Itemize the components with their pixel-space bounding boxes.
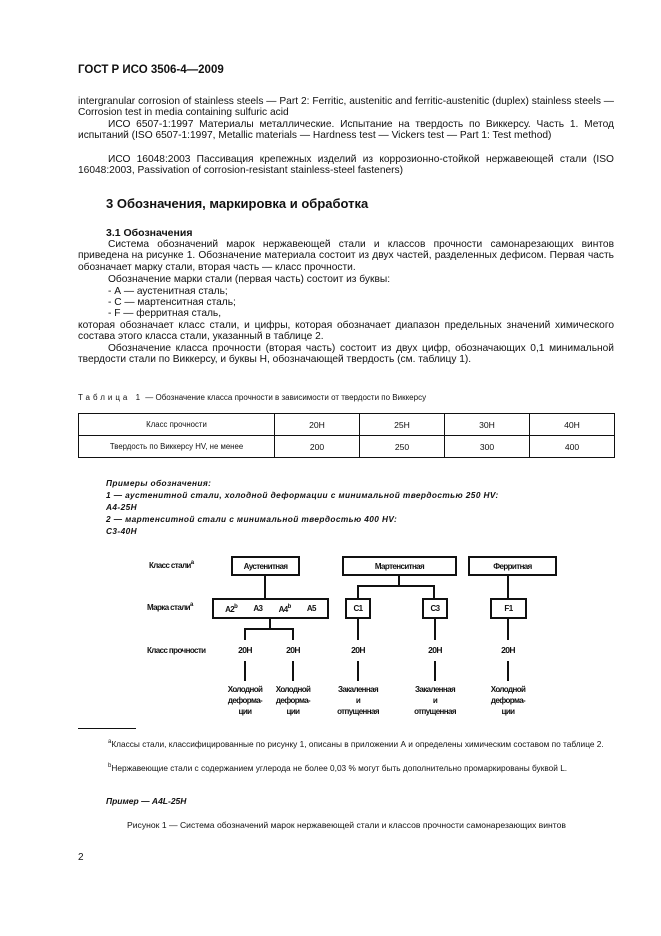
footnote-b: $^b$Нержавеющие стали с содержанием углерода не более 0,03 % могут быть дополнительно промаркированы буквой L.	[108, 763, 568, 773]
table-cell: 400	[530, 436, 615, 458]
list-item: - А — аустенитная сталь;	[108, 286, 228, 297]
section-title: 3 Обозначения, маркировка и обработка	[106, 196, 369, 211]
section-paragraph-1: Система обозначений марок нержавеющей стали и классов прочности самонарезающих винтов приведена на рисунке 1. Обозначение материала состоит из двух частей, разделенных дефисом. Первая часть обозначает марку стали, вторая часть — класс прочности.	[78, 239, 614, 273]
row-label-strength-class: Класс прочности	[147, 646, 206, 655]
treatment-label: Закаленная и отпущенная	[337, 685, 379, 716]
connector-line	[357, 585, 435, 587]
section-paragraph-3: которая обозначает класс стали, и цифры, которая обозначает диапазон предельных значений химического состава этого класса стали, указанный в таблице 2.	[78, 320, 614, 343]
connector-line	[264, 576, 266, 598]
connector-line	[292, 661, 294, 681]
row-label-steel-class: Класс стали$^a$	[149, 560, 194, 570]
connector-line	[357, 585, 359, 598]
treatment-label: Холодной деформа- ции	[275, 685, 311, 716]
connector-line	[292, 628, 294, 640]
table-cell: 300	[445, 436, 530, 458]
example-2: 2 — мартенситной стали с минимальной твердостью 400 HV:	[106, 514, 398, 524]
strength-label: 20H	[286, 645, 300, 655]
figure-example: Пример — А4L-25Н	[106, 796, 187, 806]
connector-line	[433, 585, 435, 598]
footnote-separator	[78, 728, 136, 729]
connector-line	[507, 576, 509, 598]
connector-line	[357, 619, 359, 640]
table-cell: Класс прочности	[79, 414, 275, 436]
treatment-label: Закаленная и отпущенная	[414, 685, 456, 716]
intro-paragraph-1: intergranular corrosion of stainless steels — Part 2: Ferritic, austenitic and ferritic-austenitic (duplex) stainless steels — Corrosion test in media containing sulfuric acid	[78, 96, 614, 119]
section-paragraph-2: Обозначение марки стали (первая часть) состоит из буквы:	[108, 274, 391, 285]
table-cell: 250	[360, 436, 445, 458]
strength-label: 20H	[351, 645, 365, 655]
grade-a4: A4$^b$	[278, 603, 291, 614]
table-cell: 200	[275, 436, 360, 458]
grade-a3: A3	[253, 604, 263, 613]
examples-title: Примеры обозначения:	[106, 478, 212, 488]
box-grade-c3: C3	[422, 598, 448, 619]
connector-line	[244, 628, 246, 640]
subsection-title: 3.1 Обозначения	[106, 227, 193, 239]
connector-line	[434, 619, 436, 640]
table-cell: 30H	[445, 414, 530, 436]
section-paragraph-4: Обозначение класса прочности (вторая часть) состоит из двух цифр, обозначающих 0,1 минимальной твердости стали по Виккерсу, и буквы Н, обозначающей твердость (см. таблицу 1).	[78, 343, 614, 366]
box-grade-f1: F1	[490, 598, 527, 619]
table-caption-prefix: Таблица 1	[78, 393, 144, 402]
page-number: 2	[78, 852, 84, 863]
box-ferritic: Ферритная	[468, 556, 557, 576]
connector-line	[434, 661, 436, 681]
box-austenitic: Аустенитная	[231, 556, 300, 576]
page-header: ГОСТ Р ИСО 3506-4—2009	[78, 64, 224, 76]
treatment-label: Холодной деформа- ции	[490, 685, 526, 716]
figure-caption: Рисунок 1 — Система обозначений марок нержавеющей стали и классов прочности самонарезающих винтов	[127, 820, 566, 830]
strength-label: 20H	[501, 645, 515, 655]
intro-paragraph-3: ИСО 16048:2003 Пассивация крепежных изделий из коррозионно-стойкой нержавеющей стали (ISO 16048:2003, Passivation of corrosion-resistant stainless-steel fasteners)	[78, 154, 614, 177]
strength-label: 20H	[428, 645, 442, 655]
box-martensitic: Мартенситная	[342, 556, 457, 576]
table-cell: 40H	[530, 414, 615, 436]
example-2-code: С3-40Н	[106, 526, 137, 536]
example-1-code: А4-25Н	[106, 502, 137, 512]
connector-line	[244, 628, 294, 630]
grade-a2: A2$^b$	[225, 603, 238, 614]
table-cell: 20H	[275, 414, 360, 436]
footnote-a: $^a$Классы стали, классифицированные по рисунку 1, описаны в приложении А и определены химическим составом по таблице 2.	[108, 739, 604, 749]
example-1: 1 — аустенитной стали, холодной деформации с минимальной твердостью 250 HV:	[106, 490, 499, 500]
box-grade-c1: C1	[345, 598, 371, 619]
connector-line	[357, 661, 359, 681]
list-item: - С — мартенситная сталь;	[108, 297, 236, 308]
connector-line	[507, 661, 509, 681]
strength-label: 20H	[238, 645, 252, 655]
table-cell: 25H	[360, 414, 445, 436]
list-item: - F — ферритная сталь,	[108, 308, 222, 319]
row-label-steel-grade: Марка стали$^a$	[147, 602, 193, 612]
connector-line	[507, 619, 509, 640]
treatment-label: Холодной деформа- ции	[227, 685, 263, 716]
box-austenitic-grades	[212, 598, 329, 619]
table-cell: Твердость по Виккерсу HV, не менее	[79, 436, 275, 458]
table-caption-text: — Обозначение класса прочности в зависимости от твердости по Виккерсу	[143, 393, 427, 402]
intro-paragraph-2: ИСО 6507-1:1997 Материалы металлические. Испытание на твердость по Виккерсу. Часть 1. Метод испытаний (ISO 6507-1:1997, Metallic materials — Hardness test — Vickers test — Part 1: Test method)	[78, 119, 614, 142]
grade-a5: A5	[306, 604, 316, 613]
connector-line	[244, 661, 246, 681]
